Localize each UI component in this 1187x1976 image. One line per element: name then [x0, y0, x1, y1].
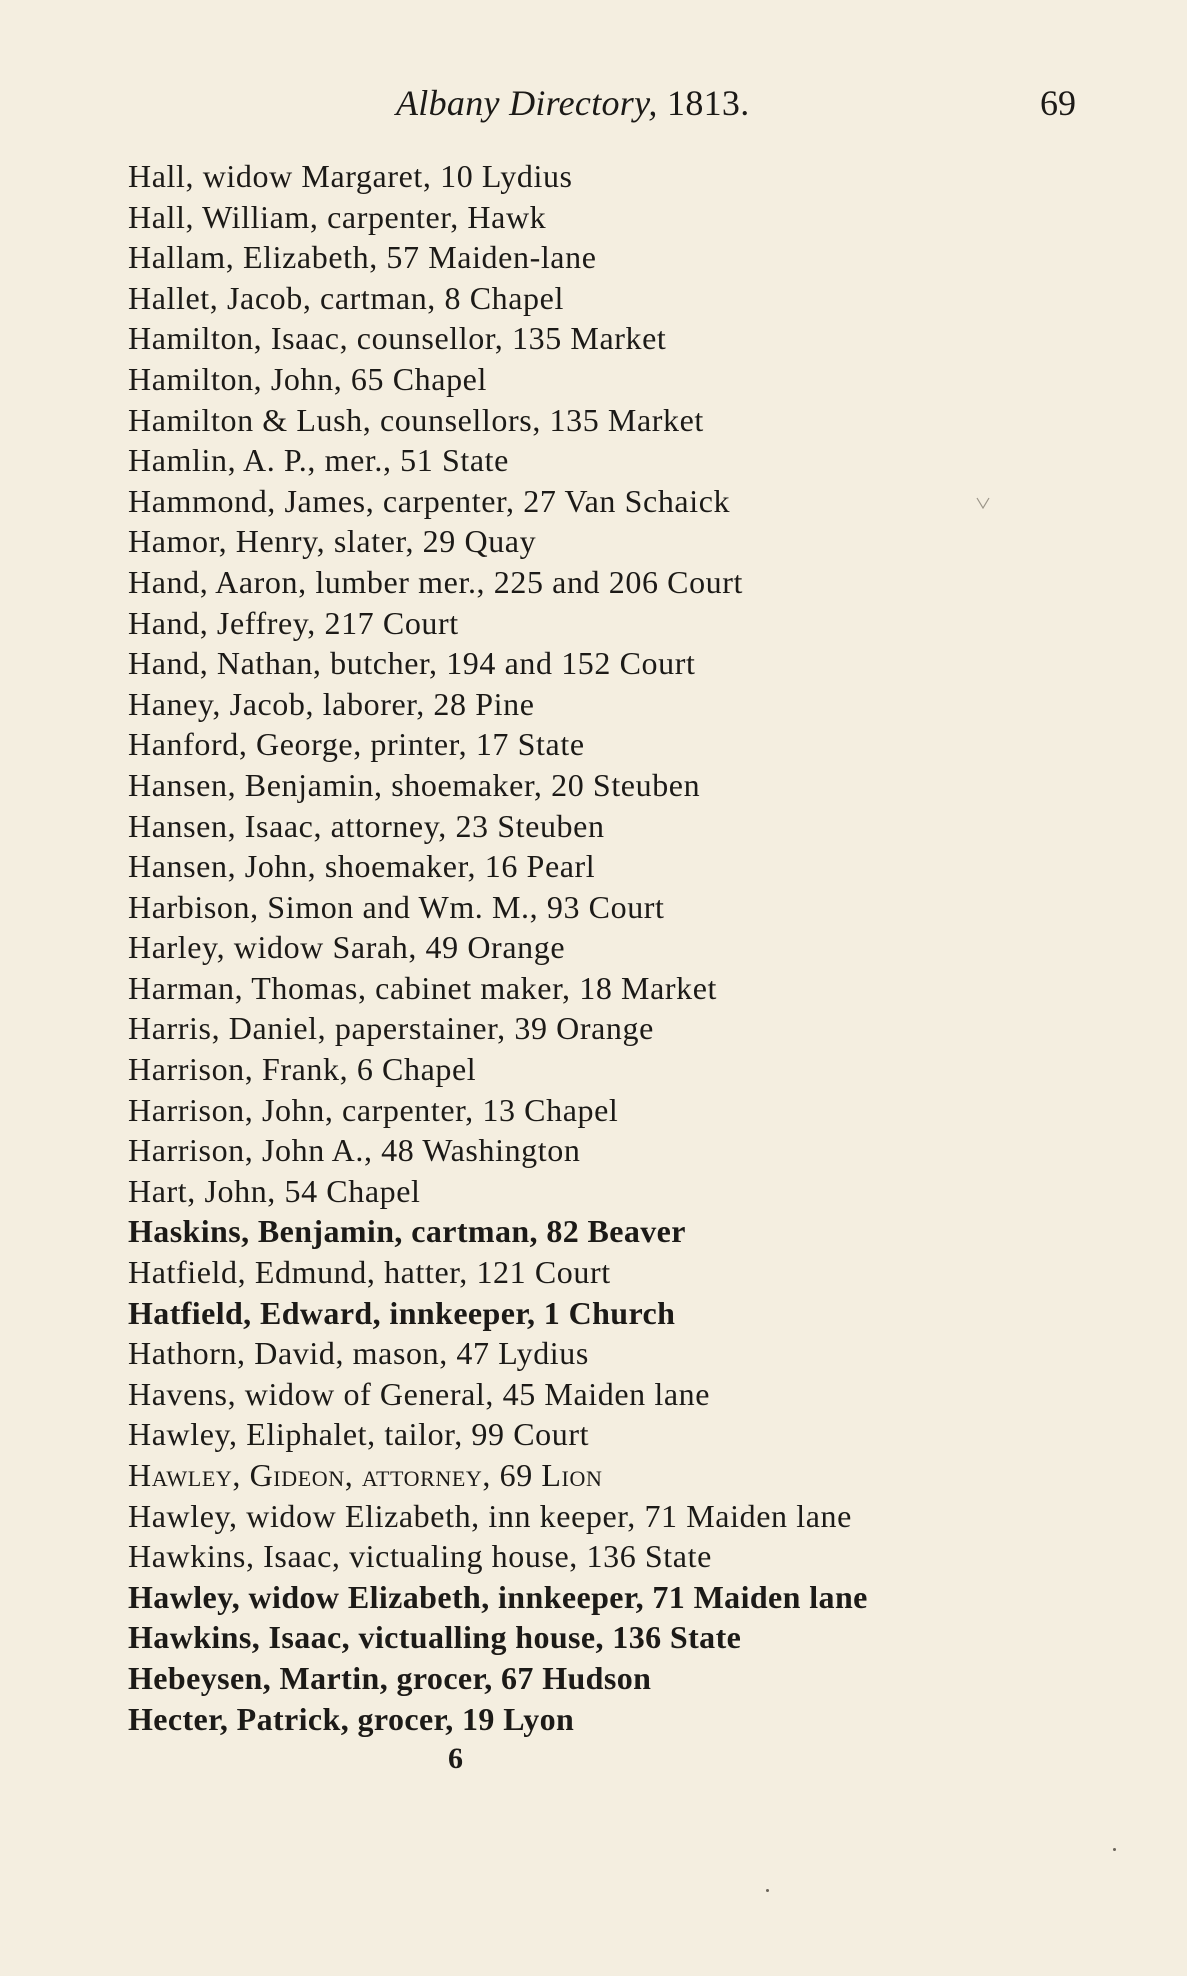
directory-entry: Hand, Aaron, lumber mer., 225 and 206 Court [128, 563, 744, 600]
directory-entry: Hawley, Eliphalet, tailor, 99 Court [128, 1416, 590, 1453]
directory-entry: Harbison, Simon and Wm. M., 93 Court [128, 888, 665, 925]
directory-entry: Hecter, Patrick, grocer, 19 Lyon [128, 1700, 575, 1737]
directory-entry: Hall, widow Margaret, 10 Lydius [128, 158, 573, 194]
directory-entry: Hand, Nathan, butcher, 194 and 152 Court [128, 645, 696, 682]
margin-tick-mark [976, 496, 990, 510]
running-head-book-title: Albany Directory, [396, 83, 658, 123]
directory-entry: Hallet, Jacob, cartman, 8 Chapel [128, 279, 564, 316]
directory-entries [128, 156, 1168, 1739]
directory-entry: Hawkins, Isaac, victualing house, 136 State [128, 1538, 712, 1575]
directory-entry: Hawley, widow Elizabeth, innkeeper, 71 Maiden lane [128, 1578, 868, 1615]
running-head-year: 1813. [667, 83, 750, 123]
directory-entry: Hawley, Gideon, attorney, 69 Lion [128, 1457, 603, 1493]
directory-entry: Harley, widow Sarah, 49 Orange [128, 929, 566, 966]
directory-entry: Hansen, Isaac, attorney, 23 Steuben [128, 807, 605, 844]
directory-entry: Hamilton, John, 65 Chapel [128, 360, 487, 397]
directory-entry: Hebeysen, Martin, grocer, 67 Hudson [128, 1659, 652, 1696]
directory-entry: Haskins, Benjamin, cartman, 82 Beaver [128, 1213, 686, 1250]
running-head-title [396, 82, 750, 124]
directory-entry: Hart, John, 54 Chapel [128, 1172, 421, 1209]
directory-entry: Haney, Jacob, laborer, 28 Pine [128, 685, 535, 722]
directory-entry: Hall, William, carpenter, Hawk [128, 198, 547, 235]
signature-mark: 6 [448, 1742, 463, 1775]
directory-entry: Hallam, Elizabeth, 57 Maiden-lane [128, 239, 597, 276]
paper-speck [766, 1889, 769, 1892]
directory-entry: Harrison, John A., 48 Washington [128, 1132, 581, 1169]
directory-entry: Havens, widow of General, 45 Maiden lane [128, 1375, 711, 1412]
directory-entry: Harman, Thomas, cabinet maker, 18 Market [128, 969, 718, 1006]
directory-entry: Hamor, Henry, slater, 29 Quay [128, 523, 537, 560]
directory-entry: Hatfield, Edward, innkeeper, 1 Church [128, 1294, 676, 1331]
directory-entry: Hammond, James, carpenter, 27 Van Schaick [128, 482, 731, 519]
directory-entry: Harrison, Frank, 6 Chapel [128, 1051, 477, 1088]
directory-entry: Hawley, widow Elizabeth, inn keeper, 71 Maiden lane [128, 1497, 852, 1534]
directory-entry: Harrison, John, carpenter, 13 Chapel [128, 1091, 619, 1128]
directory-entry: Hatfield, Edmund, hatter, 121 Court [128, 1254, 611, 1291]
directory-entry: Hawkins, Isaac, victualling house, 136 State [128, 1619, 742, 1656]
directory-entry: Hansen, John, shoemaker, 16 Pearl [128, 848, 596, 885]
directory-entry: Hamlin, A. P., mer., 51 State [128, 442, 509, 479]
directory-entry: Hansen, Benjamin, shoemaker, 20 Steuben [128, 766, 701, 803]
directory-entry: Hand, Jeffrey, 217 Court [128, 604, 459, 641]
directory-entry: Hamilton & Lush, counsellors, 135 Market [128, 401, 704, 438]
directory-entry: Hamilton, Isaac, counsellor, 135 Market [128, 320, 667, 357]
directory-entry: Hanford, George, printer, 17 State [128, 726, 585, 763]
page-number: 69 [1040, 83, 1076, 123]
paper-speck [1113, 1848, 1116, 1851]
directory-entry: Hathorn, David, mason, 47 Lydius [128, 1335, 589, 1372]
running-head [0, 82, 1187, 132]
directory-entry: Harris, Daniel, paperstainer, 39 Orange [128, 1010, 654, 1047]
